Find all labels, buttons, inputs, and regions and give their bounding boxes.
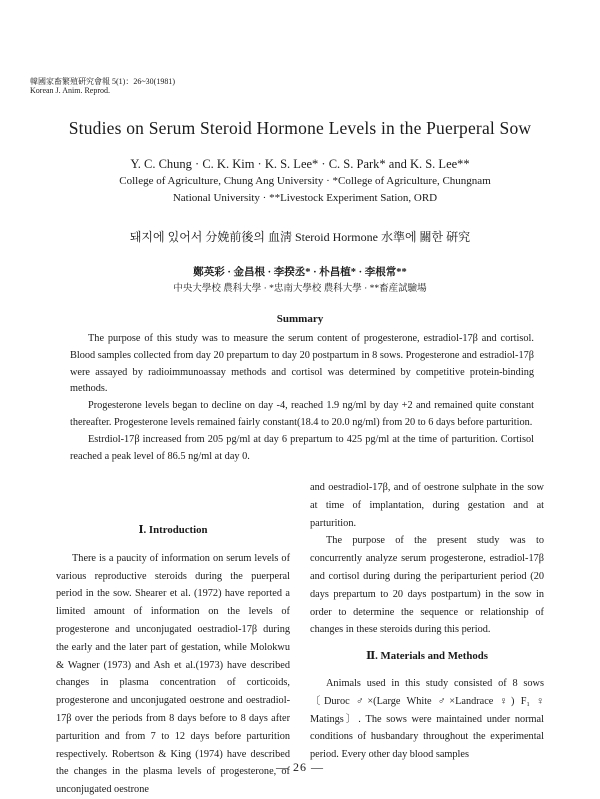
korean-author-list: 鄭英彩 · 金昌根 · 李揆丞* · 朴昌植* · 李根常** [193,267,407,278]
methods-heading: Ⅱ. Materials and Methods [366,650,488,663]
korean-title: 돼지에 있어서 分娩前後의 血淸 Steroid Hormone 水準에 關한 硏究 [129,230,471,244]
affiliations [60,173,550,207]
introduction-paragraph-2: The purpose of the present study was to concurrently analyze serum progesterone, estradiol-17β and cortisol during during the periparturient period (20 days prepartum to 20 days postpartum) in the sow in order to determine the sequence or relationship of changes in these steroids during this period. [310,535,544,636]
left-column [56,522,290,799]
methods-paragraph-1: Animals used in this study consisted of 8 sows 〔Duroc ♂×(Large White ♂×Landrace ♀) F₁ ♀ Matings〕. The sows were maintained under normal conditions of husbandary throughout the experimental period. Every other day blood samples [310,677,544,761]
introduction-continuation: and oestradiol-17β, and of oestrone sulphate in the sow at time of implantation, during gestation and at parturition. [310,482,544,529]
korean-affiliations: 中央大學校 農科大學 · *忠南大學校 農科大學 · **畜産試驗場 [173,284,427,294]
introduction-paragraph-1: There is a paucity of information on serum levels of various reproductive steroids during the puerperal period in the sow. Shearer et al. (1972) have reported a limited amount of information on the levels of progesterone and unconjugated oestradiol-17β during the early and the later part of gestation, while Molokwu & Wagner (1973) and Ash et al.(1973) have described changes in plasma concentration of corticoids, progesterone and unconjugated oestrone and oestradiol-17β over the periods from 8 days before to 8 days after parturition and from 7 to 12 days before parturition respectively. Robertson & King (1974) have described the changes in the plasma levels of progesterone, of unconjugated oestrone [56,552,290,796]
page-number: — 26 — [276,760,324,774]
summary-paragraph-3: Estrdiol-17β increased from 205 pg/ml at day 6 prepartum to 425 pg/ml at the time of parturition. Cortisol reached a peak level of 86.5 ng/ml at day 0. [70,433,534,462]
summary-heading: Summary [276,313,324,325]
summary-section [70,331,534,465]
journal-citation [30,77,175,95]
introduction-heading: Ⅰ. Introduction [138,524,208,536]
paper-title: Studies on Serum Steroid Hormone Levels in the Puerperal Sow [68,118,532,138]
journal-citation-english: Korean J. Anim. Reprod. [30,86,110,95]
affiliation-line-1: College of Agriculture, Chung Ang University · *College of Agriculture, Chungnam [119,175,491,187]
journal-citation-korean: 韓國家畜繁殖硏究會報 5(1)：26~30(1981) [30,77,175,86]
summary-paragraph-2: Progesterone levels began to decline on day -4, reached 1.9 ng/ml by day +2 and remained quite constant thereafter. Progesterone levels remained fairly constant(18.4 to 20.0 ng/ml) from 20 to 6 days before parturition. [70,400,534,428]
summary-paragraph-1: The purpose of this study was to measure the serum content of progesterone, estradiol-17β and cortisol. Blood samples collected from day 20 prepartum to day 20 postpartum in 8 sows. Progesterone and estradiol-17β were assayed by radioimmunoassay methods and cortisol was determined by competitive protein-binding methods. [70,333,534,395]
affiliation-line-2: National University · **Livestock Experiment Sation, ORD [172,192,438,204]
author-list: Y. C. Chung · C. K. Kim · K. S. Lee* · C. S. Park* and K. S. Lee** [130,157,470,171]
right-column [310,479,544,764]
